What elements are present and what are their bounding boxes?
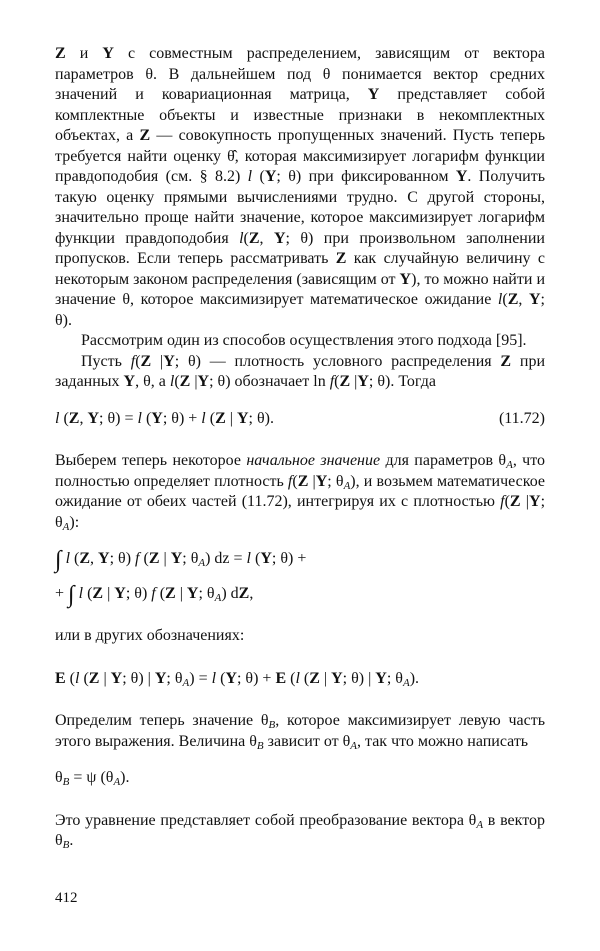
equation-integral-line1: ∫ l (Z, Y; θ) f (Z | Y; $\theta_A$) dz = l (Y; θ) + xyxy=(55,547,307,573)
paragraph-transformation: Это уравнение представляет собой преобразование вектора $\theta_A$ в вектор $\theta_B$. xyxy=(55,811,546,851)
equation-11-72: l (Z, Y; θ) = l (Y; θ) + l (Z | Y; θ). (11.72) xyxy=(55,409,545,430)
equation-expectation: E (l (Z | Y; θ) | Y; $\theta_A) = l$ (Y; θ) + E (l (Z | Y; θ) | Y; $\theta_A$). xyxy=(55,669,420,689)
page-body xyxy=(55,44,545,852)
paragraph-other-notation: или в других обозначениях: xyxy=(55,627,245,644)
paragraph-intro: Z и Y с совместным распределением, зависящим от вектора параметров θ. В дальнейшем под θ понимается вектор средних значений и ковариационная матрица, Y представляет собой комплектные объекты и известные признаки в некомплектных объектах, а Z — совокупность пропущенных значений. Пусть теперь требуется найти оценку θ̂, которая максимизирует логарифм функции правдоподобия (см. § 8.2) l (Y; θ) при фиксированном Y. Получить такую оценку прямыми вычислениями трудно. С другой стороны, значительно проще найти значение, которое максимизирует логарифм функции правдоподобия l(Z, Y; θ) при произвольном заполнении пропусков. Если теперь рассматривать Z как случайную величину с некоторым законом распределения (зависящим от Y), то можно найти и значение θ, которое максимизирует математическое ожидание l(Z, Y; θ). xyxy=(55,45,546,329)
page-number: 412 xyxy=(55,890,78,906)
equation-integral-line2: + ∫ l (Z | Y; θ) f (Z | Y; $\theta_A$) dZ, xyxy=(55,581,254,608)
equation-number: (11.72) xyxy=(498,409,545,427)
paragraph-density: Пусть f(Z |Y; θ) — плотность условного распределения Z при заданных Y, θ, а l(Z |Y; θ) обозначает ln f(Z |Y; θ). Тогда xyxy=(55,352,546,390)
paragraph-initial-value: Выберем теперь некоторое начальное значение для параметров $\theta_A$, что полностью определяет плотность f(Z |Y; $\theta_A$), и возьмем математическое ожидание от обеих частей (11.72), интегрируя их с плотностью f(Z |Y; $\theta_A$): xyxy=(55,452,546,533)
equation-psi: $\theta_B = \psi$ $(\theta_A)$. xyxy=(55,769,130,788)
paragraph-approach: Рассмотрим один из способов осуществления этого подхода [95]. xyxy=(81,332,527,349)
paragraph-define-theta-b: Определим теперь значение $\theta_B$, которое максимизирует левую часть этого выражения. Величина $\theta_B$ зависит от $\theta_A$, так что можно написать xyxy=(55,712,546,752)
